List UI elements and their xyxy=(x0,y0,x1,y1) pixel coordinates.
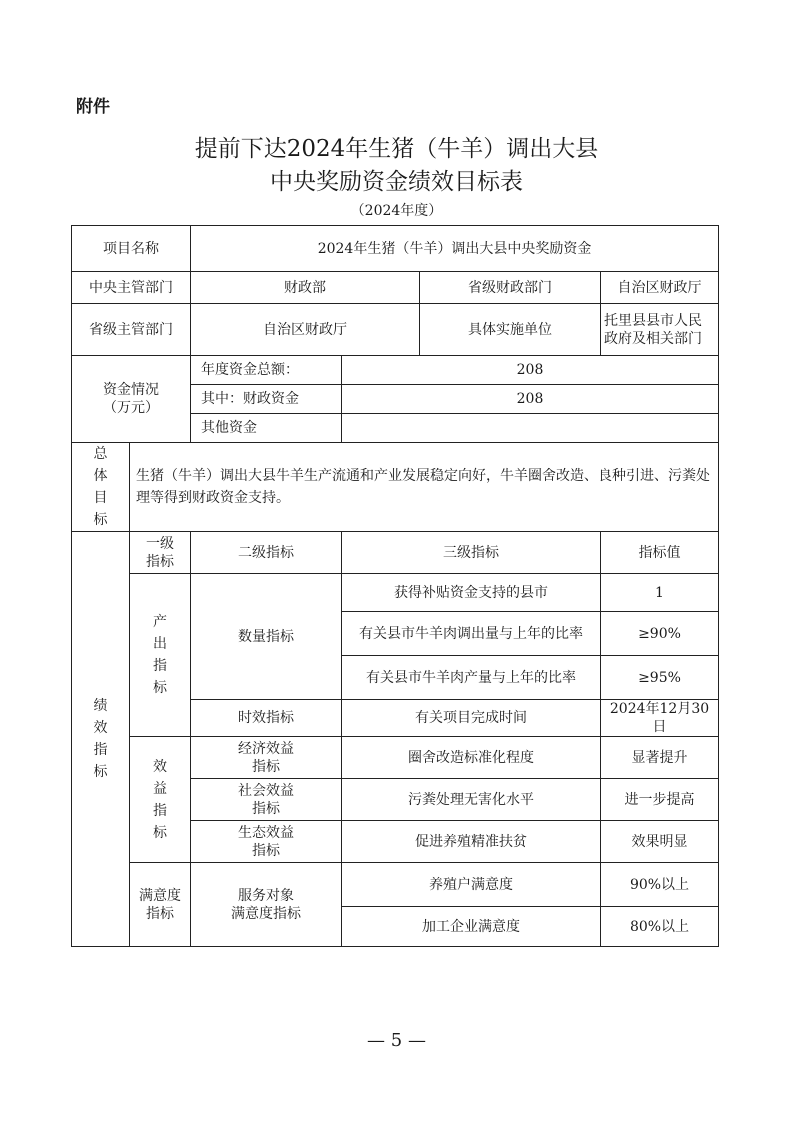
satisfaction-label-line1: 满意度 xyxy=(139,887,181,904)
indicator-value: 进一步提高 xyxy=(601,779,719,821)
overall-goal-text: 生猪（牛羊）调出大县牛羊生产流通和产业发展稳定向好，牛羊圈舍改造、良种引进、污粪处理等得到财政资金支持。 xyxy=(130,443,719,532)
level2-line2: 指标 xyxy=(252,758,280,775)
quantity-indicator-label: 数量指标 xyxy=(191,574,342,700)
performance-label-char: 标 xyxy=(93,764,108,780)
overall-goal-label xyxy=(72,443,130,532)
funds-label xyxy=(72,356,191,443)
header-level3: 三级指标 xyxy=(342,532,601,574)
header-value: 指标值 xyxy=(601,532,719,574)
output-indicator-label xyxy=(130,574,191,737)
output-label-char: 指 xyxy=(153,658,167,674)
satisfaction-label-line2: 指标 xyxy=(146,905,174,922)
performance-label-char: 指 xyxy=(93,742,108,758)
level2-line1: 服务对象 xyxy=(238,887,294,904)
attachment-label: 附件 xyxy=(76,97,110,117)
indicator-value: ≥90% xyxy=(601,612,719,656)
benefit-label-char: 指 xyxy=(153,802,167,819)
funds-other-value xyxy=(342,414,719,443)
indicator-name: 获得补贴资金支持的县市 xyxy=(342,574,601,612)
level2-line1: 生态效益 xyxy=(238,824,294,841)
performance-label-char: 绩 xyxy=(93,698,108,714)
service-satisfaction-label xyxy=(191,863,342,947)
indicator-value: 90%以上 xyxy=(601,863,719,907)
table-row xyxy=(72,574,719,612)
goal-label-char: 体 xyxy=(93,468,108,484)
goal-label-char: 目 xyxy=(93,490,108,506)
indicator-name: 养殖户满意度 xyxy=(342,863,601,907)
ecological-benefit-label xyxy=(191,821,342,863)
row-prov-dept xyxy=(72,304,719,356)
fiscal-year: （2024年度） xyxy=(350,203,443,219)
project-name-label: 项目名称 xyxy=(72,226,191,272)
row-performance-header xyxy=(72,532,719,574)
indicator-name: 圈舍改造标准化程度 xyxy=(342,737,601,779)
indicator-value: 2024年12月30日 xyxy=(601,700,719,737)
row-project-name xyxy=(72,226,719,272)
indicator-name: 有关县市牛羊肉产量与上年的比率 xyxy=(342,656,601,700)
header-level1-line1: 一级 xyxy=(146,535,174,552)
indicator-value: 80%以上 xyxy=(601,907,719,947)
prov-finance-label: 省级财政部门 xyxy=(420,272,601,304)
funds-label-line1: 资金情况 xyxy=(103,382,159,398)
benefit-label-char: 效 xyxy=(153,758,167,775)
indicator-name: 促进养殖精准扶贫 xyxy=(342,821,601,863)
timeliness-indicator-label: 时效指标 xyxy=(191,700,342,737)
header-level1-line2: 指标 xyxy=(146,553,174,570)
prov-finance-value: 自治区财政厅 xyxy=(601,272,719,304)
level2-line2: 指标 xyxy=(252,842,280,859)
level2-line2: 指标 xyxy=(252,800,280,817)
performance-target-table xyxy=(71,225,719,947)
table-row xyxy=(72,737,719,779)
indicator-name: 加工企业满意度 xyxy=(342,907,601,947)
document-title-line1: 提前下达2024年生猪（牛羊）调出大县 xyxy=(194,136,599,162)
table-row xyxy=(72,863,719,907)
funds-total-value: 208 xyxy=(342,356,719,385)
funds-label-line2: （万元） xyxy=(103,400,159,416)
indicator-name: 污粪处理无害化水平 xyxy=(342,779,601,821)
benefit-label-char: 益 xyxy=(153,780,167,797)
level2-line1: 社会效益 xyxy=(238,782,294,799)
social-benefit-label xyxy=(191,779,342,821)
indicator-name: 有关项目完成时间 xyxy=(342,700,601,737)
project-name-value: 2024年生猪（牛羊）调出大县中央奖励资金 xyxy=(191,226,719,272)
central-dept-label: 中央主管部门 xyxy=(72,272,191,304)
indicator-name: 有关县市牛羊肉调出量与上年的比率 xyxy=(342,612,601,656)
document-title-line2: 中央奖励资金绩效目标表 xyxy=(270,169,523,195)
economic-benefit-label xyxy=(191,737,342,779)
prov-dept-value: 自治区财政厅 xyxy=(191,304,420,356)
goal-label-char: 标 xyxy=(93,512,108,528)
benefit-label-char: 标 xyxy=(153,824,167,841)
impl-unit-label: 具体实施单位 xyxy=(420,304,601,356)
indicator-value: 显著提升 xyxy=(601,737,719,779)
goal-label-char: 总 xyxy=(93,446,108,462)
row-central-dept xyxy=(72,272,719,304)
impl-unit-value: 托里县县市人民政府及相关部门 xyxy=(601,304,719,356)
funds-fiscal-value: 208 xyxy=(342,385,719,414)
output-label-char: 产 xyxy=(153,614,167,630)
performance-label-char: 效 xyxy=(93,720,108,736)
header-level2: 二级指标 xyxy=(191,532,342,574)
header-level1 xyxy=(130,532,191,574)
indicator-value: ≥95% xyxy=(601,656,719,700)
page-number: — 5 — xyxy=(367,1030,426,1051)
funds-fiscal-label: 其中：财政资金 xyxy=(191,385,342,414)
row-funds-total xyxy=(72,356,719,385)
indicator-value: 效果明显 xyxy=(601,821,719,863)
indicator-value: 1 xyxy=(601,574,719,612)
funds-other-label: 其他资金 xyxy=(191,414,342,443)
performance-label xyxy=(72,532,130,947)
output-label-char: 出 xyxy=(153,636,167,652)
satisfaction-indicator-label xyxy=(130,863,191,947)
level2-line2: 满意度指标 xyxy=(231,905,301,922)
central-dept-value: 财政部 xyxy=(191,272,420,304)
prov-dept-label: 省级主管部门 xyxy=(72,304,191,356)
row-overall-goal xyxy=(72,443,719,532)
output-label-char: 标 xyxy=(153,680,167,696)
funds-total-label: 年度资金总额： xyxy=(191,356,342,385)
level2-line1: 经济效益 xyxy=(238,740,294,757)
benefit-indicator-label xyxy=(130,737,191,863)
